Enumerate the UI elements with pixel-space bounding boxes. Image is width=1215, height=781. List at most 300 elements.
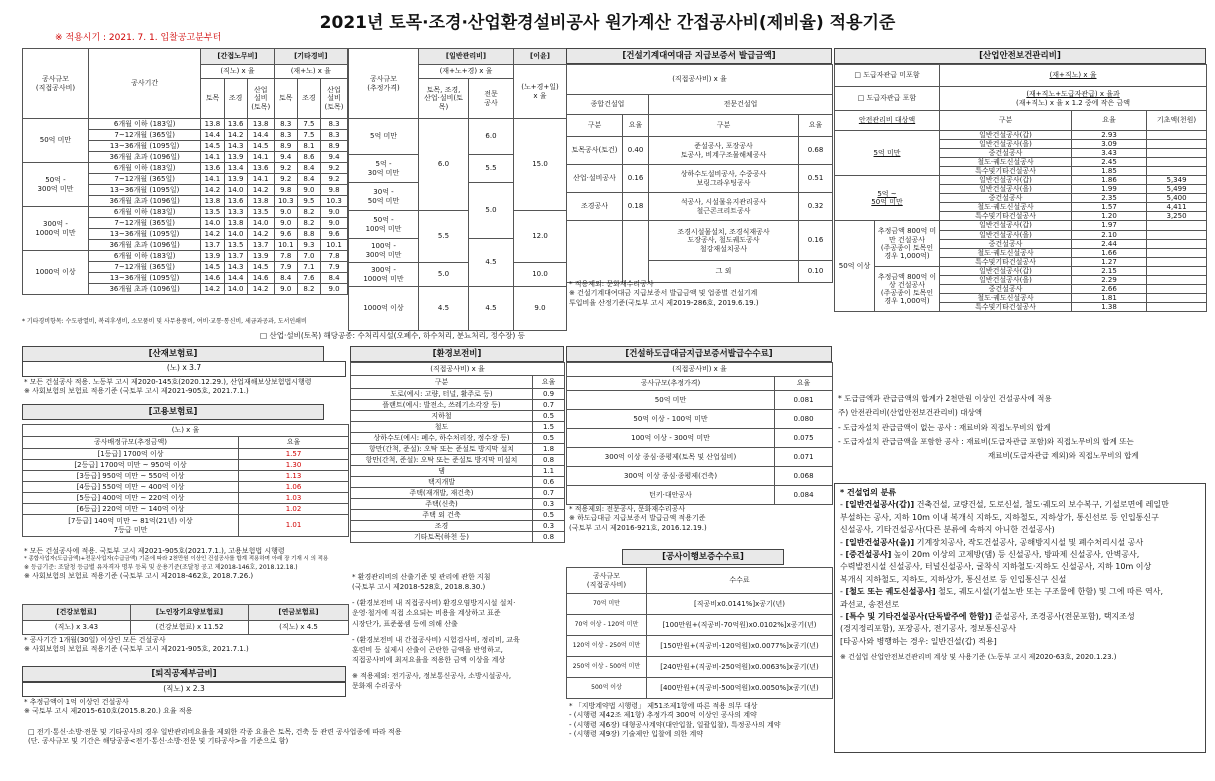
rate-cell: 1.66	[1072, 248, 1147, 257]
classification-line: (경지정리포함), 포장공사, 전기공사, 정보통신공사	[840, 624, 1017, 634]
general-type: 조경공사	[567, 193, 623, 221]
base-cell	[1147, 230, 1207, 239]
admin-special-value: 6.0	[469, 119, 514, 155]
scale-cell: 300억 이상 종심·종평제(토목 및 산업설비)	[567, 448, 775, 467]
rate-cell: 3.43	[1072, 149, 1147, 158]
grade-cell: [6등급] 220억 미만 ~ 140억 이상	[23, 504, 239, 515]
rate-cell: 14.6	[247, 273, 274, 284]
rate-cell: 1.30	[239, 460, 349, 471]
rate-cell: 1.38	[1072, 302, 1147, 311]
type-cell: 철도	[351, 422, 533, 433]
table-row	[567, 448, 833, 467]
base-cell	[1147, 131, 1207, 140]
rate-cell: 0.3	[533, 521, 565, 532]
rate-cell: 1.01	[239, 515, 349, 537]
profit-value: 9.0	[514, 287, 567, 331]
general-rate: 0.18	[623, 193, 649, 221]
table-row	[23, 119, 348, 130]
rate-cell: 7.8	[274, 251, 297, 262]
rate-cell: 2.15	[1072, 266, 1147, 275]
period-cell: 6개월 이하 (183일)	[88, 207, 200, 218]
rate-cell: 13.5	[224, 240, 247, 251]
admin-special-value: 4.5	[469, 239, 514, 287]
safety-cost-table	[834, 64, 1207, 312]
retirement-title: [퇴직공제부금비]	[22, 666, 346, 682]
rate-cell: 1.1	[533, 466, 565, 477]
rate-cell: 13.7	[201, 240, 224, 251]
type-cell: 일반건설공사(갑)	[940, 131, 1072, 140]
injury-insurance-formula: (노) x 3.7	[22, 361, 346, 377]
environment-formula: (직접공사비) x 율	[351, 363, 565, 376]
table-row	[351, 433, 565, 444]
table-row	[567, 615, 833, 636]
special-rate: 0.10	[799, 261, 833, 283]
col-period-header: 공사기간	[88, 49, 200, 119]
type-cell: 철도·궤도신설공사	[940, 293, 1072, 302]
classification-line: 복개식 지하철도, 지하도, 지하상가, 통신선로 등 인입통신구 신설	[840, 574, 1067, 584]
type-cell: 일반건설공사(을)	[940, 230, 1072, 239]
rate-cell: 9.0	[274, 218, 297, 229]
type-cell: 택지개발	[351, 477, 533, 488]
table-row	[567, 678, 833, 699]
rate-cell: 8.2	[297, 218, 320, 229]
rate-cell: 0.080	[775, 410, 833, 429]
profit-value: 15.0	[514, 119, 567, 211]
base-cell: 5,349	[1147, 176, 1207, 185]
indirect-labor-header: [간접노무비]	[201, 49, 274, 65]
period-cell: 13~36개월 (1095일)	[88, 273, 200, 284]
health-insurance-table	[22, 604, 349, 635]
type-cell: 특수및기타건설공사	[940, 257, 1072, 266]
base-cell	[1147, 257, 1207, 266]
environment-title: [환경보전비]	[350, 346, 564, 362]
type-cell: 일반건설공사(갑)	[940, 266, 1072, 275]
rate-cell: 13.3	[224, 207, 247, 218]
period-cell: 13~36개월 (1095일)	[88, 185, 200, 196]
base-cell	[1147, 149, 1207, 158]
fee-cell: [400만원+(직공비-500억원)x0.0050%]x공기(년)	[647, 678, 833, 699]
scale-row: 5억 미만	[349, 119, 419, 155]
effective-date: ※ 적용시기 : 2021. 7. 1. 입찰공고분부터	[55, 33, 222, 43]
rate-cell: 13.5	[201, 207, 224, 218]
rate-cell: 8.2	[297, 207, 320, 218]
rate-cell: 9.0	[321, 284, 348, 295]
period-cell: 6개월 이하 (183일)	[88, 251, 200, 262]
table-row	[23, 449, 349, 460]
rate-cell: 0.9	[533, 389, 565, 400]
table-row	[835, 221, 1207, 230]
col-land: 조경	[297, 79, 320, 119]
admin-profit-table	[348, 48, 567, 331]
rate-cell: 0.7	[533, 488, 565, 499]
health-insurance-notes: * 공사기간 1개월(30일) 이상인 모든 건설공사 ※ 사회보험의 보험료 적용기준 (국토부 고시 제2021-905호, 2021.7.1.)	[24, 636, 249, 654]
rate-cell: 7.9	[274, 262, 297, 273]
table-row	[567, 657, 833, 678]
base-cell	[1147, 293, 1207, 302]
rate-cell: 7.6	[297, 273, 320, 284]
rate-cell: 9.3	[297, 240, 320, 251]
subcontract-title: [건설하도급대금지급보증서발급수수료]	[566, 346, 832, 362]
rate-cell: 13.7	[247, 240, 274, 251]
rate-cell: 9.8	[274, 185, 297, 196]
rate-cell: 14.5	[247, 262, 274, 273]
subgroup-label: 추정금액 800억 이 상 건설공사 (주공종이 토목인 경우 1,000억)	[875, 266, 940, 311]
rate-cell: 14.2	[247, 185, 274, 196]
rate-cell: 14.2	[247, 284, 274, 295]
other-expense-formula: (재+노) x 율	[274, 65, 347, 79]
pension-header: [연금보험료]	[249, 605, 349, 621]
rate-cell: 0.5	[533, 411, 565, 422]
general-type: 토목공사(토건)	[567, 137, 623, 165]
type-cell: 철도·궤도신설공사	[940, 248, 1072, 257]
rate-cell: 7.5	[297, 119, 320, 130]
rate-cell: 1.13	[239, 471, 349, 482]
table-row	[351, 466, 565, 477]
other-expense-header: [기타경비]	[274, 49, 347, 65]
rate-cell: 9.2	[321, 163, 348, 174]
rate-cell: 8.1	[297, 141, 320, 152]
rate-cell: 2.35	[1072, 194, 1147, 203]
rate-cell: 3.09	[1072, 140, 1147, 149]
col-civil: 토목	[274, 79, 297, 119]
plant-scope-note: □ 산업·설비(토목) 해당공종: 수처리시설(오폐수, 하수처리, 분뇨처리, 정수장) 등	[260, 331, 525, 340]
rate-cell: 8.4	[297, 163, 320, 174]
table-row	[835, 266, 1207, 275]
rate-cell: 8.4	[321, 273, 348, 284]
group-label: 50억 이상	[835, 221, 875, 311]
type-cell: 조경	[351, 521, 533, 532]
rate-cell: 9.4	[274, 152, 297, 163]
rate-cell: 0.3	[533, 499, 565, 510]
rate-cell: 1.02	[239, 504, 349, 515]
rate-cell: 1.57	[1072, 203, 1147, 212]
environment-table	[350, 362, 565, 543]
rate-cell: 13.8	[201, 196, 224, 207]
other-expense-note: * 기타경비항목: 수도광열비, 복리후생비, 소모품비 및 사무용품비, 여비·교통·통신비, 세금과공과, 도서인쇄비	[22, 318, 307, 325]
col-admin-main: 토목, 조경, 산업·설비(토목)	[419, 79, 469, 119]
rate-cell: 8.4	[297, 174, 320, 185]
rate-cell: 13.8	[247, 119, 274, 130]
type-cell: 일반건설공사(갑)	[940, 221, 1072, 230]
type-cell: 특수및기타건설공사	[940, 167, 1072, 176]
fee-cell: [240만원+(직공비-250억원)x0.0063%]x공기(년)	[647, 657, 833, 678]
table-row	[351, 521, 565, 532]
base-cell	[1147, 302, 1207, 311]
type-cell: 항만(간척, 준설): 오탁 또는 준설토 방지막 미설치	[351, 455, 533, 466]
admin-main-value: 5.0	[419, 263, 469, 287]
classification-line: 수력발전시설 신설공사, 터널신설공사, 굴착식 지하철도·지하도 신설공사, 지하 10m 이상	[840, 562, 1152, 572]
special-type: 그 외	[649, 261, 799, 283]
col-rate: 요율	[623, 115, 649, 137]
classification-line: 신설공사, 기타건설공사(다른 분류에 속하지 아니한 건설공사)	[840, 525, 1055, 535]
rate-cell: 14.1	[201, 152, 224, 163]
col-base: 기초액(천원)	[1147, 111, 1207, 131]
rate-cell: 8.2	[297, 284, 320, 295]
rate-cell: 14.0	[201, 218, 224, 229]
scale-cell: 50억 - 300억 미만	[23, 163, 89, 207]
base-cell	[1147, 167, 1207, 176]
period-cell: 6개월 이하 (183일)	[88, 119, 200, 130]
scale-row: 100억 - 300억 미만	[349, 239, 419, 263]
rate-cell: 9.0	[321, 207, 348, 218]
col-civil: 토목	[201, 79, 224, 119]
rate-cell: 9.4	[321, 152, 348, 163]
fee-cell: [100만원+(직공비-70억원)x0.0102%]x공기(년)	[647, 615, 833, 636]
profit-value: 10.0	[514, 263, 567, 287]
table-row	[567, 594, 833, 615]
rate-cell: 8.9	[274, 141, 297, 152]
rate-cell: 1.5	[533, 422, 565, 433]
rate-cell: 13.6	[224, 196, 247, 207]
grade-cell: [7등급] 140억 미만 ~ 81억(21년) 이상 7등급 미만	[23, 515, 239, 537]
safety-cost-title: [산업안전보건관리비]	[834, 48, 1206, 64]
rate-cell: 9.8	[321, 185, 348, 196]
col-rate: 요율	[1072, 111, 1147, 131]
col-rate: 요율	[775, 377, 833, 391]
rate-cell: 9.6	[321, 229, 348, 240]
col-fee: 수수료	[647, 568, 833, 594]
base-cell: 5,499	[1147, 185, 1207, 194]
table-row	[23, 482, 349, 493]
type-cell: 지하철	[351, 411, 533, 422]
table-row	[835, 131, 1207, 140]
rate-cell: 13.7	[224, 251, 247, 262]
rate-cell: 14.5	[247, 141, 274, 152]
safety-cost-notes: * 도급금액과 관급금액의 합계가 2천만원 이상인 건설공사에 적용 주) 안전관리비(산업안전보건관리비) 대상액 - 도급자설치 관급금액이 없는 공사 : 재료비와 직접노무비의 합계 - 도급자설치 관급금액을 포함한 공사 : 재료비(도급자관급 포함)와 직접노무비의 합계 또는 재료비(도급자관급 제외)와 직접노무비의 합계	[838, 394, 1139, 460]
table-row	[351, 510, 565, 521]
rate-cell: 10.1	[274, 240, 297, 251]
col-land: 조경	[224, 79, 247, 119]
type-cell: 도로(예시: 고량, 터널, 활주로 등)	[351, 389, 533, 400]
admin-special-value: 5.0	[469, 183, 514, 239]
rate-cell: 1.86	[1072, 176, 1147, 185]
rate-cell: 1.8	[533, 444, 565, 455]
rate-cell: 13.8	[201, 119, 224, 130]
subcontract-table	[566, 362, 833, 505]
classification-line: - [일반건설공사(갑)] 건축건설, 교량건설, 도로신설, 철도·궤도의 보수복구, 기설로면에 레일만	[840, 500, 1169, 510]
rate-cell: 14.1	[247, 152, 274, 163]
grade-cell: [3등급] 950억 미만 ~ 550억 이상	[23, 471, 239, 482]
base-cell	[1147, 275, 1207, 284]
col-admin-special: 전문 공사	[469, 79, 514, 119]
rate-cell: 2.44	[1072, 239, 1147, 248]
indirect-labor-table	[22, 48, 348, 295]
rate-cell: 9.0	[274, 284, 297, 295]
grade-cell: [2등급] 1700억 미만 ~ 950억 이상	[23, 460, 239, 471]
rate-cell: 0.7	[533, 400, 565, 411]
scale-cell: 50억 미만	[23, 119, 89, 163]
table-row	[351, 411, 565, 422]
rate-cell: 9.2	[321, 174, 348, 185]
bottom-notes: □ 전기·통신·소방·전문 및 기타공사의 경우 일반관리비요율을 제외한 각종 요율은 토목, 건축 등 관련 공사업종에 따라 적용 (단. 공사규모 및 기간은 해당공종<전기·통신·소방·전문 및 기타공사>을 기준으로 함)	[28, 728, 402, 746]
period-cell: 6개월 이하 (183일)	[88, 163, 200, 174]
scale-cell: 250억 이상 - 500억 미만	[567, 657, 647, 678]
rate-cell: 13.9	[224, 152, 247, 163]
table-row	[23, 493, 349, 504]
period-cell: 7~12개월 (365일)	[88, 174, 200, 185]
rate-cell: 7.5	[297, 130, 320, 141]
formula-owner-supply: (재+직노+도급자관급) x 율과 (재+직노) x 율 x 1.2 중에 작은 금액	[940, 87, 1207, 111]
machine-rental-table	[566, 64, 833, 283]
special-type: 조경시설물설치, 조경식재공사 도장공사, 철도궤도공사 철강재설치공사	[649, 221, 799, 261]
admin-main-value: 6.0	[419, 119, 469, 211]
indirect-labor-formula: (직노) x 율	[201, 65, 274, 79]
rate-cell: 0.071	[775, 448, 833, 467]
rate-cell: 0.5	[533, 510, 565, 521]
base-cell: 4,411	[1147, 203, 1207, 212]
employment-formula: (노) x 율	[23, 425, 349, 437]
type-cell: 일반건설공사(을)	[940, 140, 1072, 149]
retirement-notes: * 추정금액이 1억 이상인 건설공사 ※ 국토부 고시 제2015-610호(2015.8.20.) 요율 적용	[24, 698, 193, 716]
rate-cell: 1.57	[239, 449, 349, 460]
rate-cell: 9.0	[297, 185, 320, 196]
rate-cell: 0.075	[775, 429, 833, 448]
col-type: 구분	[940, 111, 1072, 131]
profit-value: 12.0	[514, 211, 567, 263]
scale-cell: 500억 이상	[567, 678, 647, 699]
rate-cell: 14.3	[224, 262, 247, 273]
table-row	[23, 207, 348, 218]
option-owner-supply: □ 도급자관급 포함	[835, 87, 940, 111]
classification: * 건설업의 분류 - [일반건설공사(갑)] 건축건설, 교량건설, 도로신설, 철도·궤도의 보수복구, 기설로면에 레일만 부설하는 공사, 지하 10m 이내 복개식 지하도, 지하철도, 지하상가, 통신선로 등 인입통신구 신설공사, 기타건설공사(다른 분류에 속하지 아니한 건설공사) - [일반건설공사(을)] 기계장치공사, 작도건설공사, 공해방지시설 및 폐수처리시설 공사 - [중건설공사] 높이 20m 이상의 고제방(댐) 등 신설공사, 방파제 신설공사, 안벽공사, 수력발전시설 신설공사, 터널신설공사, 굴착식 지하철도·지하도 신설공사, 지하 10m 이상 복개식 지하철도, 지하도, 지하상가, 통신선로 등 인입통신구 신설 - [철도 또는 궤도신설공사] 철도, 궤도시설(기설노반 또는 구조물에 한함) 및 그에 따른 역사, 과선교, 송전선로 - [특수 및 기타건설공사(단독발주에 한함)] 준설공사, 조경공사(전문포함), 택지조성 (경지정리포함), 포장공사, 전기공사, 정보통신공사 [타공사와 병행하는 경우: 일반건설(갑) 적용] ※ 건설업 산업안전보건관리비 계상 및 사용기준 (노동부 고시 제2020-63호, 2020.1.23.)	[840, 488, 1169, 662]
rate-cell: 2.93	[1072, 131, 1147, 140]
scale-cell: 1000억 이상	[23, 251, 89, 295]
special-contractor-header: 전문건설업	[649, 95, 833, 115]
type-cell: 중건설공사	[940, 284, 1072, 293]
special-rate: 0.16	[799, 221, 833, 261]
rate-cell: 10.1	[321, 240, 348, 251]
rate-cell: 2.10	[1072, 230, 1147, 239]
general-type: 산업·설비공사	[567, 165, 623, 193]
rate-cell: 14.1	[201, 174, 224, 185]
performance-notes: * 「지방계약법 시행령」 제51조제1항에 따른 적용 의무 대상 - (시행령 제42조 제1항) 추정가격 300억 이상인 공사의 계약 - (시행령 제6장) 대형공사계약(대안입찰, 일괄입찰), 특정공사의 계약 - (시행령 제9장) 기술제안 입찰에 의한 계약	[569, 702, 781, 739]
rate-cell: 0.5	[533, 433, 565, 444]
type-cell: 항만(간척, 준설): 오탁 또는 준설토 방지막 설치	[351, 444, 533, 455]
rate-cell: 14.0	[224, 185, 247, 196]
rate-cell: 9.2	[274, 163, 297, 174]
rate-cell: 0.084	[775, 486, 833, 505]
performance-table	[566, 567, 833, 699]
special-rate: 0.51	[799, 165, 833, 193]
rate-cell: 7.8	[321, 251, 348, 262]
formula-no-owner-supply: (재+직노) x 율	[940, 65, 1207, 87]
rate-cell: 7.9	[321, 262, 348, 273]
scale-cell: 50억 이상 - 100억 미만	[567, 410, 775, 429]
table-row	[23, 471, 349, 482]
grade-cell: [5등급] 400억 미만 ~ 220억 이상	[23, 493, 239, 504]
special-rate: 0.32	[799, 193, 833, 221]
period-cell: 7~12개월 (365일)	[88, 262, 200, 273]
employment-insurance-notes: * 모든 건설공사에 적용. 국토부 고시 제2021-905호(2021.7.1.), 고용보험법 시행령 * 종합사업자(도급금액)+전문사업자(수급금액) 기준에 따라 2천만원 이상인 건설공사를 합계 적용하며 아래 장 기재 시 의 적용 ※ 등급기준: 조달청 등급별 유자격자 명부 등록 및 운용기준(조달청 공고 제2018-146호, 2018.12.18.) ※ 사회보험의 보험료 적용기준 (국토부 고시 제2018-462호, 2018.7.26.)	[24, 547, 329, 580]
rate-cell: 14.0	[224, 229, 247, 240]
col-type: 구분	[567, 115, 623, 137]
rate-cell: 13.4	[224, 163, 247, 174]
type-cell: 일반건설공사(갑)	[940, 176, 1072, 185]
rate-cell: 13.9	[201, 251, 224, 262]
general-rate: 0.16	[623, 165, 649, 193]
rate-cell: 13.6	[247, 163, 274, 174]
rate-cell: 8.8	[297, 229, 320, 240]
rate-cell: 14.4	[224, 273, 247, 284]
col-scale: 공사규모(추정가격)	[567, 377, 775, 391]
type-cell: 중건설공사	[940, 149, 1072, 158]
base-cell	[1147, 221, 1207, 230]
table-row	[567, 391, 833, 410]
rate-cell: 8.3	[274, 119, 297, 130]
care-insurance-header: [노인장기요양보험료]	[131, 605, 249, 621]
special-type: 상하수도설비공사, 수중공사 보링그라우팅공사	[649, 165, 799, 193]
rate-cell: 10.3	[274, 196, 297, 207]
col-rate: 요율	[239, 437, 349, 449]
scale-row: 50억 - 100억 미만	[349, 211, 419, 239]
rate-cell: 8.3	[321, 130, 348, 141]
period-cell: 7~12개월 (365일)	[88, 130, 200, 141]
rate-cell: 14.5	[201, 262, 224, 273]
employment-insurance-title: [고용보험료]	[22, 404, 324, 420]
rate-cell: 14.2	[201, 229, 224, 240]
machine-rental-notes: * 적용제외: 문화재수리공사 ※ 건설기계대여대금 지급보증서 발급금액 및 업종별 건설기계 투입비율 산정기준(국토부 고시 제2019-286호, 2019.6.19.)	[569, 280, 759, 307]
type-cell: 중건설공사	[940, 239, 1072, 248]
table-row	[23, 515, 349, 537]
classification-line: - [특수 및 기타건설공사(단독발주에 한함)] 준설공사, 조경공사(전문포함), 택지조성	[840, 611, 1135, 621]
rate-cell: 9.0	[274, 207, 297, 218]
admin-main-value: 4.5	[419, 287, 469, 331]
environment-notes: * 환경관리비의 산출기준 및 관리에 관한 지침 (국토부 고시 제2018-528호, 2018.8.30.) - (환경보전비 내 직접공사비) 환경오염방지시설 설치· 운영·철거에 직접 소요되는 비용을 계상하고 표준 시장단가, 표준품셈 등에 의해 산출 - (환경보전비 내 간접공사비) 시험검사비, 정리비, 교육 훈련비 등 실제시 산출이 곤란한 금액을 반영하고, 직접공사비에 최저요율을 적용한 금액 이상을 계상 ※ 적용제외: 전기공사, 정보통신공사, 소방시설공사, 문화재 수리공사	[352, 573, 520, 691]
rate-cell: 14.0	[247, 218, 274, 229]
classification-line: 부설하는 공사, 지하 10m 이내 복개식 지하도, 지하철도, 지하상가, 통신선로 등 인입통신구	[840, 512, 1159, 522]
type-cell: 일반건설공사(을)	[940, 185, 1072, 194]
retirement-formula: (직노) x 2.3	[22, 682, 346, 697]
rate-cell: 8.6	[297, 152, 320, 163]
rate-cell: 14.1	[247, 174, 274, 185]
col-scale-header: 공사규모 (직접공사비)	[23, 49, 89, 119]
rate-cell: 8.3	[321, 119, 348, 130]
base-cell	[1147, 284, 1207, 293]
col-scale: 공사규모 (직접공사비)	[567, 568, 647, 594]
rate-cell: 9.0	[321, 218, 348, 229]
general-contractor-header: 종합건설업	[567, 95, 649, 115]
table-row	[23, 163, 348, 174]
scale-row: 1000억 이상	[349, 287, 419, 331]
rate-cell: 14.2	[247, 229, 274, 240]
rate-cell: 1.99	[1072, 185, 1147, 194]
type-cell: 특수및기타건설공사	[940, 302, 1072, 311]
type-cell: 댐	[351, 466, 533, 477]
type-cell: 철도·궤도신설공사	[940, 203, 1072, 212]
scale-cell: 50억 미만	[567, 391, 775, 410]
admin-special-value: 5.5	[469, 155, 514, 183]
type-cell: 철도·궤도신설공사	[940, 158, 1072, 167]
health-formula: (직노) x 3.43	[23, 621, 131, 635]
rate-cell: 1.85	[1072, 167, 1147, 176]
col-est-scale-header: 공사규모 (추정가격)	[349, 49, 419, 119]
classification-line: - [중건설공사] 높이 20m 이상의 고제방(댐) 등 신설공사, 방파제 신설공사, 안벽공사,	[840, 549, 1140, 559]
table-row	[835, 176, 1207, 185]
grade-cell: [1등급] 1700억 이상	[23, 449, 239, 460]
table-row	[351, 444, 565, 455]
period-cell: 7~12개월 (365일)	[88, 218, 200, 229]
rate-cell: 14.4	[247, 130, 274, 141]
table-row	[351, 499, 565, 510]
special-type: 석공사, 시설물유지관리공사 철근콘크리트공사	[649, 193, 799, 221]
rate-cell: 14.4	[201, 130, 224, 141]
classification-line: - [일반건설공사(을)] 기계장치공사, 작도건설공사, 공해방지시설 및 폐수처리시설 공사	[840, 537, 1144, 547]
table-row	[351, 532, 565, 543]
period-cell: 36개월 초과 (1096일)	[88, 152, 200, 163]
period-cell: 13~36개월 (1095일)	[88, 141, 200, 152]
type-cell: 기타토목(하천 등)	[351, 532, 533, 543]
group-label: 5억 ~ 50억 미만	[835, 176, 940, 221]
